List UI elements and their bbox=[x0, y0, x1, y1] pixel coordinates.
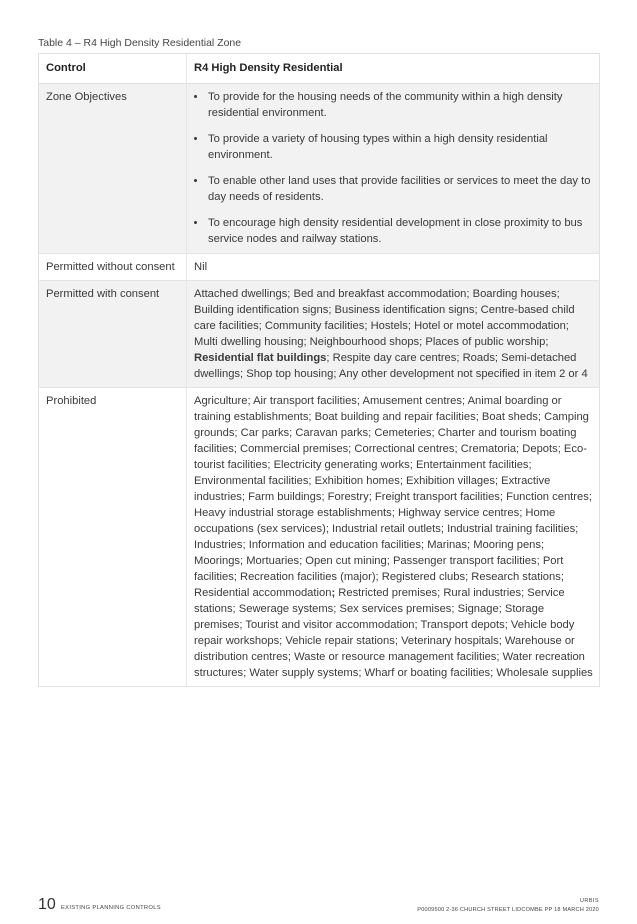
table-caption: Table 4 – R4 High Density Residential Zone bbox=[38, 37, 242, 49]
objective-item: • To provide a variety of housing types within a high density residential environment. bbox=[207, 131, 595, 163]
prohibited-text-a: Agriculture; Air transport facilities; Amusement centres; Animal boarding or training establishments; Boat building and repair facilities; Boat sheds; Camping grounds; Car parks; Caravan parks; Cemeteries; Charter and tourism boating facilities; Commercial premises; Correctional centres; Crematoria; Depots; Eco-tourist facilities; Electricity generating works; Entertainment facilities; Environmental facilities; Exhibition homes; Exhibition villages; Extractive industries; Farm buildings; Forestry; Freight transport facilities; Function centres; Heavy industrial storage establishments; Highway service centres; Home occupations (sex services); Industrial retail outlets; Industrial training facilities; Industries; Information and education facilities; Marinas; Mooring pens; Moorings; Mortuaries; Open cut mining; Passenger transport facilities; Port facilities; Recreation facilities (major); Registered clubs; Research stations; Residential accommodation bbox=[194, 395, 592, 599]
permitted-with-consent-bold: Residential flat buildings bbox=[194, 352, 327, 364]
permitted-with-consent-text-b: ; Respite day care centres; Roads; Semi-detached dwellings; Shop top housing; Any other development not specified in item 2 or 4 bbox=[194, 352, 588, 380]
permitted-without-consent-value: Nil bbox=[187, 254, 600, 281]
objective-item: • To provide for the housing needs of the community within a high density residential environment. bbox=[207, 89, 595, 121]
zone-objectives-label: Zone Objectives bbox=[39, 84, 187, 254]
permitted-without-consent-label: Permitted without consent bbox=[39, 254, 187, 281]
row-permitted-without-consent bbox=[39, 254, 600, 281]
permitted-with-consent-text-a: Attached dwellings; Bed and breakfast accommodation; Boarding houses; Building identification signs; Business identification signs; Centre-based child care facilities; Community facilities; Hostels; Hotel or motel accommodation; Multi dwelling housing; Neighbourhood shops; Places of public worship; bbox=[194, 288, 575, 348]
objective-item: • To encourage high density residential development in close proximity to bus service nodes and railway stations. bbox=[207, 215, 595, 247]
zone-objectives-cell bbox=[187, 84, 600, 254]
header-zone: R4 High Density Residential bbox=[187, 54, 600, 84]
prohibited-value bbox=[187, 388, 600, 687]
prohibited-label: Prohibited bbox=[39, 388, 187, 687]
prohibited-text-b: Restricted premises; Rural industries; Service stations; Sewerage systems; Sex services premises; Signage; Storage premises; Tourist and visitor accommodation; Transport depots; Vehicle body repair workshops; Vehicle repair stations; Veterinary hospitals; Warehouse or distribution centres; Waste or resource management facilities; Water recreation structures; Water supply systems; Wharf or boating facilities; Wholesale supplies bbox=[194, 587, 593, 679]
row-prohibited bbox=[39, 388, 600, 687]
table-header-row bbox=[39, 54, 600, 84]
row-permitted-with-consent bbox=[39, 281, 600, 388]
page-number: 10 bbox=[38, 896, 56, 913]
zone-table bbox=[38, 53, 600, 687]
prohibited-bold: ; bbox=[331, 587, 336, 599]
footer-reference: P0009500 2-36 CHURCH STREET LIDCOMBE PP 18 MARCH 2020 bbox=[417, 907, 599, 913]
footer-brand: URBIS bbox=[579, 898, 599, 904]
row-zone-objectives bbox=[39, 84, 600, 254]
objectives-list bbox=[194, 89, 595, 247]
objective-item: • To enable other land uses that provide facilities or services to meet the day to day needs of residents. bbox=[207, 173, 595, 205]
permitted-with-consent-label: Permitted with consent bbox=[39, 281, 187, 388]
header-control: Control bbox=[39, 54, 187, 84]
footer-section-title: EXISTING PLANNING CONTROLS bbox=[61, 905, 161, 911]
permitted-with-consent-value bbox=[187, 281, 600, 388]
